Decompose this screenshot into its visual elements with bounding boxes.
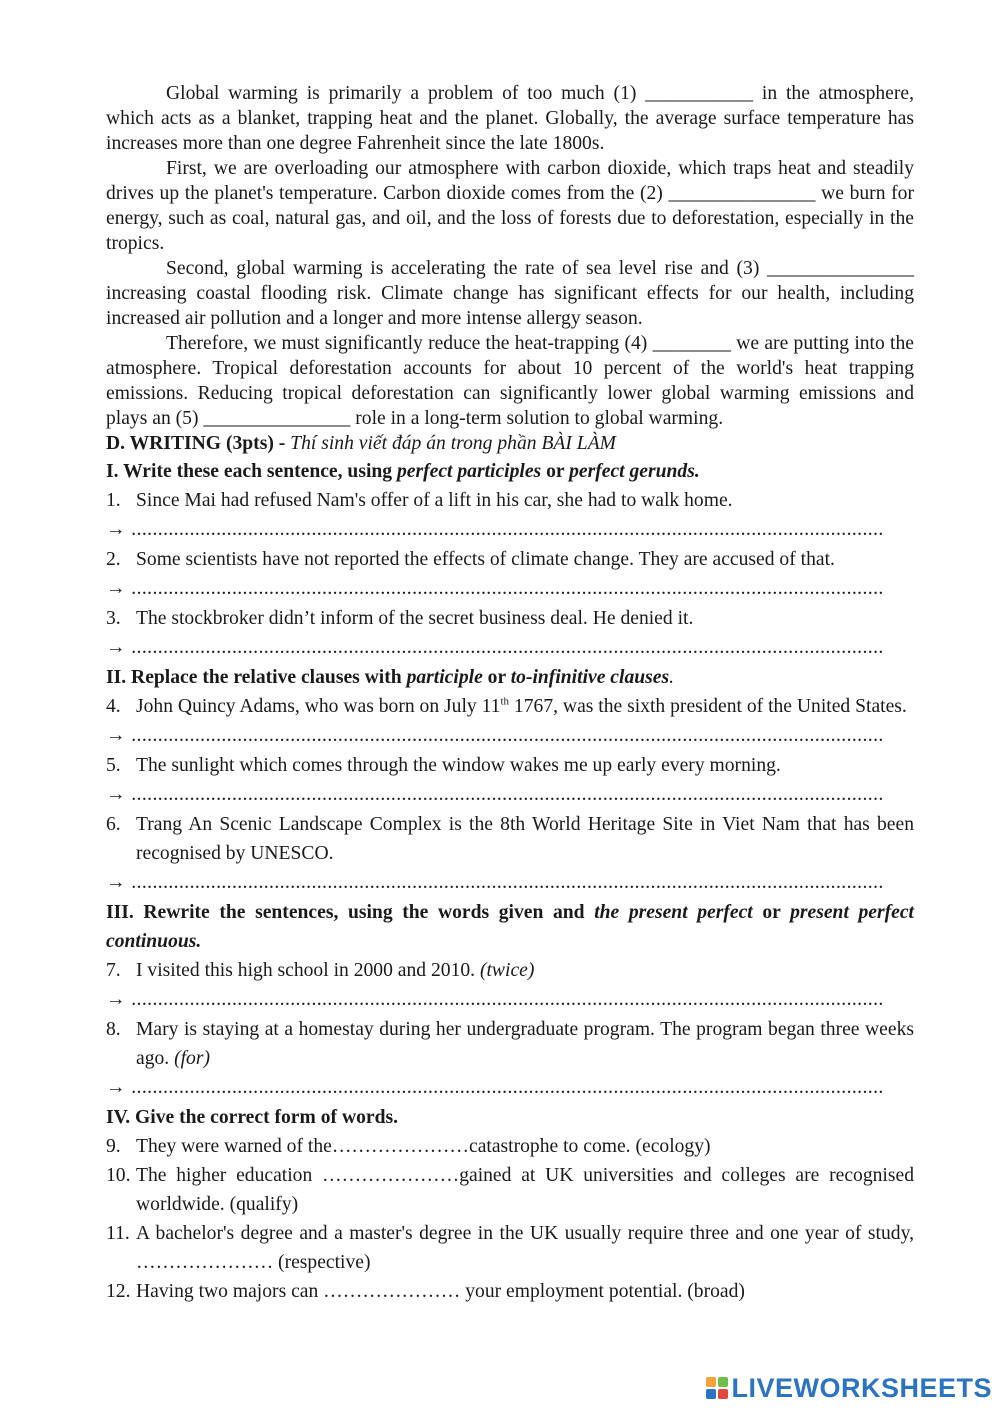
question-text: The higher education …………………gained at UK universities and colleges are recognised worldwide. (qualify) xyxy=(136,1165,914,1215)
question-text: They were warned of the…………………catastrophe to come. (ecology) xyxy=(136,1136,711,1157)
logo-square xyxy=(718,1389,728,1399)
answer-dots[interactable]: → .............................................................................................................................................. xyxy=(106,725,884,746)
q7-hint: (twice) xyxy=(479,960,535,981)
answer-line-7[interactable] xyxy=(106,985,914,1015)
logo-square xyxy=(718,1377,728,1387)
reading-paragraph-4: Therefore, we must significantly reduce the heat-trapping (4) ________ we are putting into the atmosphere. Tropical deforestation accounts for about 10 percent of the world's heat trapping emissions. Reducing tropical deforestation can significantly lower global warming emissions and plays an (5) _______________ role in a long-term solution to global warming. xyxy=(106,333,914,429)
question-4 xyxy=(106,692,914,721)
question-text xyxy=(136,956,914,985)
q7-text: I visited this high school in 2000 and 2010. xyxy=(136,960,480,981)
question-text: Having two majors can ………………… your employment potential. (broad) xyxy=(136,1281,745,1302)
question-2 xyxy=(106,545,914,574)
section-1-title-c: or xyxy=(541,461,570,482)
answer-line-3[interactable] xyxy=(106,633,914,663)
section-2-title xyxy=(106,663,914,692)
section-3-title xyxy=(106,898,914,956)
writing-note: Thí sinh viết đáp án trong phần BÀI LÀM xyxy=(290,433,616,454)
section-2-title-e: . xyxy=(669,667,674,688)
section-3-title-a: III. Rewrite the sentences, using the words given and xyxy=(106,902,595,923)
q8-text: Mary is staying at a homestay during her undergraduate program. The program began three weeks ago. xyxy=(136,1019,914,1069)
answer-line-1[interactable] xyxy=(106,515,914,545)
question-number: 11. xyxy=(106,1223,130,1244)
question-number: 7. xyxy=(106,960,121,981)
q4-text-a: John Quincy Adams, who was born on July 11 xyxy=(136,696,501,717)
question-text xyxy=(136,1015,914,1073)
answer-dots[interactable]: → .............................................................................................................................................. xyxy=(106,989,884,1010)
logo-icon xyxy=(706,1377,728,1399)
question-3 xyxy=(106,604,914,633)
question-number: 6. xyxy=(106,814,121,835)
question-number: 4. xyxy=(106,696,121,717)
question-number: 2. xyxy=(106,549,121,570)
question-8 xyxy=(106,1015,914,1073)
section-1-title-a: I. Write these each sentence, using xyxy=(106,461,397,482)
question-number: 9. xyxy=(106,1136,121,1157)
question-7 xyxy=(106,956,914,985)
question-text: Some scientists have not reported the effects of climate change. They are accused of that. xyxy=(136,549,835,570)
section-2-title-a: II. Replace the relative clauses with xyxy=(106,667,407,688)
reading-paragraph-1: Global warming is primarily a problem of too much (1) ___________ in the atmosphere, which acts as a blanket, trapping heat and the planet. Globally, the average surface temperature has increases more than one degree Fahrenheit since the late 1800s. xyxy=(106,83,914,154)
writing-title xyxy=(106,431,914,457)
section-2-title-d: to-infinitive clauses xyxy=(510,667,670,688)
answer-line-4[interactable] xyxy=(106,721,914,751)
section-3-title-c: or xyxy=(752,902,791,923)
answer-dots[interactable]: → .............................................................................................................................................. xyxy=(106,872,884,893)
reading-paragraph-2: First, we are overloading our atmosphere with carbon dioxide, which traps heat and steadily drives up the planet's temperature. Carbon dioxide comes from the (2) _______________ we burn for energy, such as coal, natural gas, and oil, and the loss of forests due to deforestation, especially in the tropics. xyxy=(106,158,914,254)
reading-paragraph-3: Second, global warming is accelerating the rate of sea level rise and (3) _______________ increasing coastal flooding risk. Climate change has significant effects for our health, including increased air pollution and a longer and more intense allergy season. xyxy=(106,258,914,329)
question-10 xyxy=(106,1161,914,1219)
question-text: A bachelor's degree and a master's degree in the UK usually require three and one year of study, ………………… (respective) xyxy=(136,1223,914,1273)
answer-line-8[interactable] xyxy=(106,1073,914,1103)
liveworksheets-logo xyxy=(706,1373,992,1403)
question-number: 1. xyxy=(106,490,121,511)
question-text: The stockbroker didn’t inform of the secret business deal. He denied it. xyxy=(136,608,694,629)
question-12 xyxy=(106,1277,914,1306)
writing-title-text: D. WRITING (3pts) - xyxy=(106,433,286,454)
question-text: Since Mai had refused Nam's offer of a lift in his car, she had to walk home. xyxy=(136,490,733,511)
logo-square xyxy=(706,1389,716,1399)
section-1-title-b: perfect participles xyxy=(396,461,542,482)
question-11 xyxy=(106,1219,914,1277)
question-text: The sunlight which comes through the window wakes me up early every morning. xyxy=(136,755,781,776)
answer-dots[interactable]: → .............................................................................................................................................. xyxy=(106,637,884,658)
question-6 xyxy=(106,810,914,868)
q4-ordinal: th xyxy=(500,695,510,708)
section-2-title-c: or xyxy=(482,667,511,688)
question-number: 3. xyxy=(106,608,121,629)
answer-line-6[interactable] xyxy=(106,868,914,898)
answer-dots[interactable]: → .............................................................................................................................................. xyxy=(106,1077,884,1098)
question-number: 5. xyxy=(106,755,121,776)
answer-line-2[interactable] xyxy=(106,574,914,604)
question-number: 10. xyxy=(106,1165,131,1186)
section-4-title: IV. Give the correct form of words. xyxy=(106,1107,399,1128)
answer-dots[interactable]: → .............................................................................................................................................. xyxy=(106,519,884,540)
answer-line-5[interactable] xyxy=(106,780,914,810)
section-2-title-b: participle xyxy=(406,667,483,688)
question-number: 8. xyxy=(106,1019,121,1040)
answer-dots[interactable]: → .............................................................................................................................................. xyxy=(106,784,884,805)
question-number: 12. xyxy=(106,1281,131,1302)
section-1-title xyxy=(106,457,914,486)
section-1-title-d: perfect gerunds. xyxy=(569,461,700,482)
q8-hint: (for) xyxy=(174,1048,211,1069)
question-5 xyxy=(106,751,914,780)
section-3-title-d: present perfect continuous. xyxy=(106,902,914,952)
answer-dots[interactable]: → .............................................................................................................................................. xyxy=(106,578,884,599)
question-9 xyxy=(106,1132,914,1161)
logo-text: LIVEWORKSHEETS xyxy=(731,1372,992,1403)
section-3-title-b: the present perfect xyxy=(594,902,753,923)
q4-text-b: 1767, was the sixth president of the United States. xyxy=(509,696,907,717)
worksheet-page xyxy=(106,81,914,1306)
question-text: Trang An Scenic Landscape Complex is the 8th World Heritage Site in Viet Nam that has been recognised by UNESCO. xyxy=(136,814,914,864)
question-text xyxy=(136,692,914,721)
logo-square xyxy=(706,1377,716,1387)
question-1 xyxy=(106,486,914,515)
